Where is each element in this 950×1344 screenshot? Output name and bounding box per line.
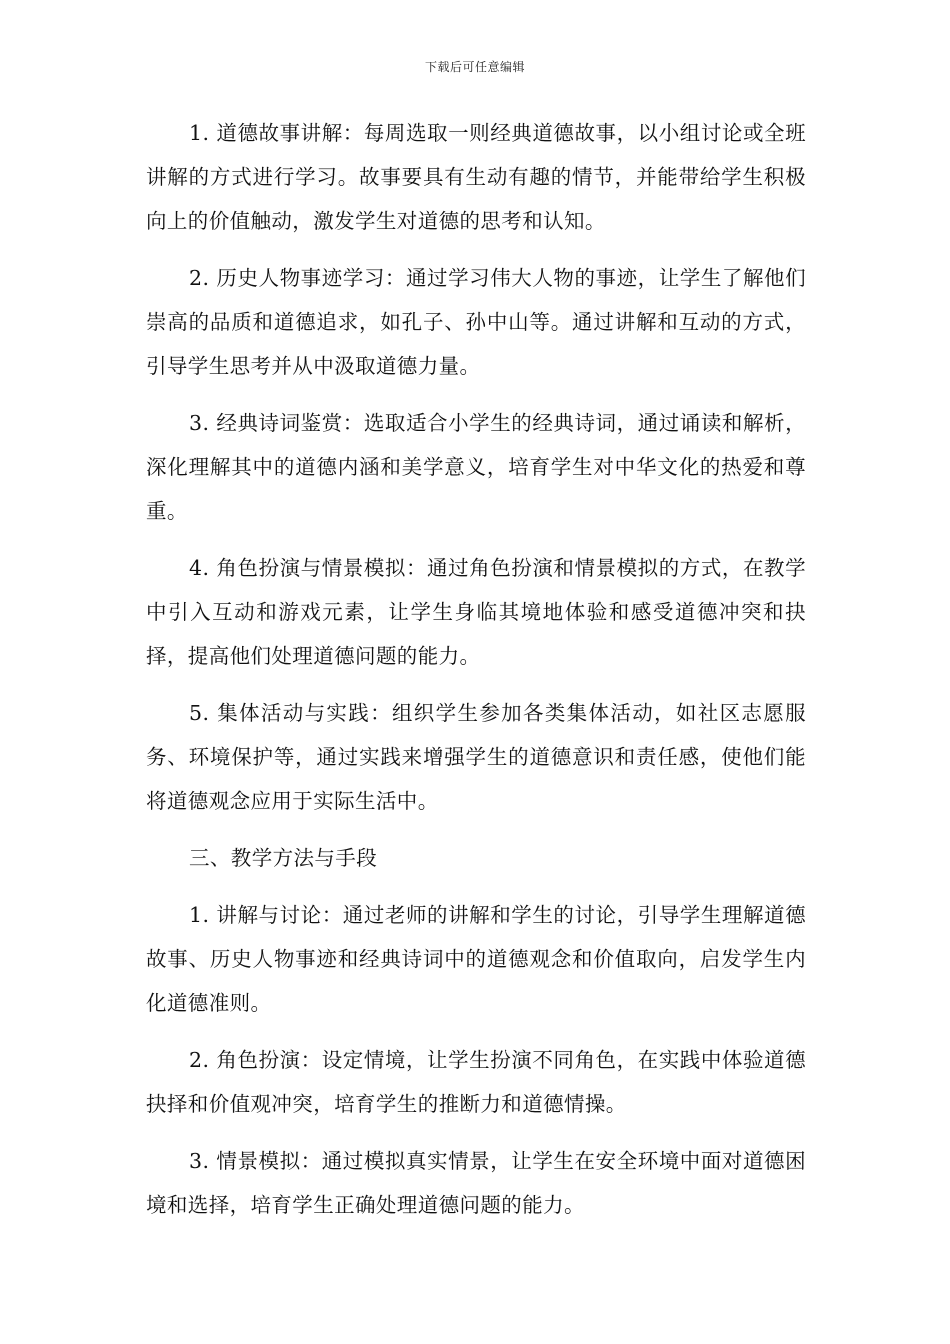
paragraph-content-2: 2. 历史人物事迹学习：通过学习伟大人物的事迹，让学生了解他们崇高的品质和道德追求，如孔子、孙中山等。通过讲解和互动的方式，引导学生思考并从中汲取道德力量。 bbox=[146, 266, 806, 378]
paragraph-content-5: 5. 集体活动与实践：组织学生参加各类集体活动，如社区志愿服务、环境保护等，通过实践来增强学生的道德意识和责任感，使他们能将道德观念应用于实际生活中。 bbox=[146, 701, 806, 813]
section-heading: 三、教学方法与手段 bbox=[189, 846, 378, 870]
header-note: 下载后可任意编辑 bbox=[424, 60, 525, 74]
paragraph-method-1: 1. 讲解与讨论：通过老师的讲解和学生的讨论，引导学生理解道德故事、历史人物事迹和经典诗词中的道德观念和价值取向，启发学生内化道德准则。 bbox=[146, 903, 806, 1015]
paragraph-method-2: 2. 角色扮演：设定情境，让学生扮演不同角色，在实践中体验道德抉择和价值观冲突，培育学生的推断力和道德情操。 bbox=[146, 1048, 806, 1116]
paragraph-content-1: 1. 道德故事讲解：每周选取一则经典道德故事，以小组讨论或全班讲解的方式进行学习。故事要具有生动有趣的情节，并能带给学生积极向上的价值触动，激发学生对道德的思考和认知。 bbox=[146, 121, 806, 233]
paragraph-content-4: 4. 角色扮演与情景模拟：通过角色扮演和情景模拟的方式，在教学中引入互动和游戏元素，让学生身临其境地体验和感受道德冲突和抉择，提高他们处理道德问题的能力。 bbox=[146, 556, 806, 668]
paragraph-content-3: 3. 经典诗词鉴赏：选取适合小学生的经典诗词，通过诵读和解析，深化理解其中的道德内涵和美学意义，培育学生对中华文化的热爱和尊重。 bbox=[146, 411, 806, 523]
paragraph-method-3: 3. 情景模拟：通过模拟真实情景，让学生在安全环境中面对道德困境和选择，培育学生正确处理道德问题的能力。 bbox=[146, 1149, 806, 1217]
document-body bbox=[146, 111, 806, 1240]
